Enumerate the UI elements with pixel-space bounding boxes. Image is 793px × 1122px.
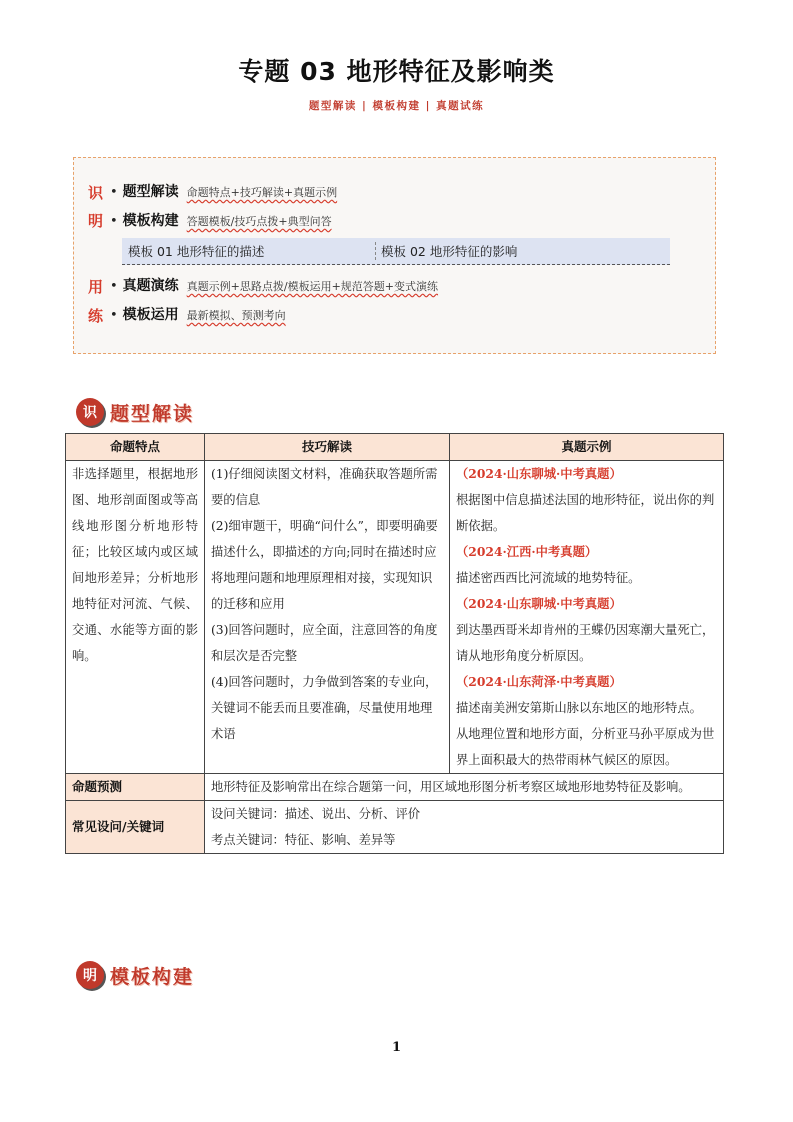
overview-desc: 答题模板/技巧点拨+典型问答 xyxy=(186,215,332,228)
table-row xyxy=(66,801,724,854)
example-text: 到达墨西哥米却肯州的王蝶仍因寒潮大量死亡，请从地形角度分析原因。 xyxy=(456,623,715,663)
bullet-icon: • xyxy=(110,185,118,200)
overview-row-2 xyxy=(110,210,332,230)
overview-row-1 xyxy=(110,181,337,201)
page-subtitle: 题型解读 | 模板构建 | 真题试练 xyxy=(308,100,485,112)
side-char-1: 识 xyxy=(88,184,104,202)
example-source: （2024·江西·中考真题） xyxy=(456,544,598,559)
bullet-icon: • xyxy=(110,214,118,229)
keywords-line: 考点关键词：特征、影响、差异等 xyxy=(211,833,396,847)
page-number: 1 xyxy=(391,1040,402,1055)
section-badge-icon: 明 xyxy=(76,961,104,989)
side-char-2: 明 xyxy=(88,212,104,230)
template-bar xyxy=(122,238,670,265)
overview-head: 模板构建 xyxy=(122,213,179,229)
bullet-icon: • xyxy=(110,279,118,294)
example-text: 描述南美洲安第斯山脉以东地区的地形特点。 xyxy=(456,701,702,715)
table-row xyxy=(66,461,724,774)
example-source: （2024·山东聊城·中考真题） xyxy=(456,596,622,611)
side-char-4: 练 xyxy=(88,307,104,325)
prediction-label: 命题预测 xyxy=(66,774,205,801)
header-features: 命题特点 xyxy=(66,434,205,461)
overview-head: 真题演练 xyxy=(122,278,179,294)
keywords-line: 设问关键词：描述、说出、分析、评价 xyxy=(211,807,421,821)
template-02: 模板 02 地形特征的影响 xyxy=(381,244,518,259)
section-title: 模板构建 xyxy=(110,965,195,988)
section-title: 题型解读 xyxy=(110,402,195,425)
overview-desc: 真题示例+思路点拨/模板运用+规范答题+变式演练 xyxy=(186,280,439,293)
example-text: 从地理位置和地形方面，分析亚马孙平原成为世界上面积最大的热带雨林气候区的原因。 xyxy=(456,727,715,767)
overview-desc: 命题特点+技巧解读+真题示例 xyxy=(186,186,338,199)
overview-desc: 最新模拟、预测考向 xyxy=(186,309,286,322)
example-text: 描述密西西比河流域的地势特征。 xyxy=(456,571,641,585)
table-header-row xyxy=(66,434,724,461)
section-badge-icon: 识 xyxy=(76,398,104,426)
overview-box xyxy=(73,157,716,354)
overview-row-4 xyxy=(110,304,286,324)
overview-head: 模板运用 xyxy=(122,307,179,323)
skill-item: (1)仔细阅读图文材料，准确获取答题所需要的信息 xyxy=(211,467,438,507)
side-char-3: 用 xyxy=(88,278,104,296)
section-header-interpretation xyxy=(76,398,194,426)
skill-item: (3)回答问题时，应全面，注意回答的角度和层次是否完整 xyxy=(211,623,438,663)
keywords-cell xyxy=(205,801,724,854)
bullet-icon: • xyxy=(110,308,118,323)
table-row xyxy=(66,774,724,801)
prediction-text: 地形特征及影响常出在综合题第一问，用区域地形图分析考察区域地形地势特征及影响。 xyxy=(205,774,724,801)
skill-item: (2)细审题干，明确“问什么”，即要明确要描述什么，即描述的方向;同时在描述时应将地理问题和地理原理相对接，实现知识的迁移和应用 xyxy=(211,519,438,611)
analysis-table xyxy=(65,433,724,854)
page-title: 专题 03 地形特征及影响类 xyxy=(238,57,555,86)
example-source: （2024·山东菏泽·中考真题） xyxy=(456,674,622,689)
overview-row-3 xyxy=(110,275,438,295)
header-examples: 真题示例 xyxy=(450,434,724,461)
example-text: 根据图中信息描述法国的地形特征，说出你的判断依据。 xyxy=(456,493,715,533)
examples-cell xyxy=(450,461,724,774)
features-cell: 非选择题里，根据地形图、地形剖面图或等高线地形图分析地形特征；比较区域内或区域间地形差异；分析地形地特征对河流、气候、交通、水能等方面的影响。 xyxy=(66,461,205,774)
skills-cell xyxy=(205,461,450,774)
section-header-template xyxy=(76,961,194,989)
template-01: 模板 01 地形特征的描述 xyxy=(122,242,376,260)
example-source: （2024·山东聊城·中考真题） xyxy=(456,466,622,481)
skill-item: (4)回答问题时，力争做到答案的专业向，关键词不能丢而且要准确，尽量使用地理术语 xyxy=(211,675,438,741)
header-skills: 技巧解读 xyxy=(205,434,450,461)
overview-head: 题型解读 xyxy=(122,184,179,200)
keywords-label: 常见设问/关键词 xyxy=(66,801,205,854)
